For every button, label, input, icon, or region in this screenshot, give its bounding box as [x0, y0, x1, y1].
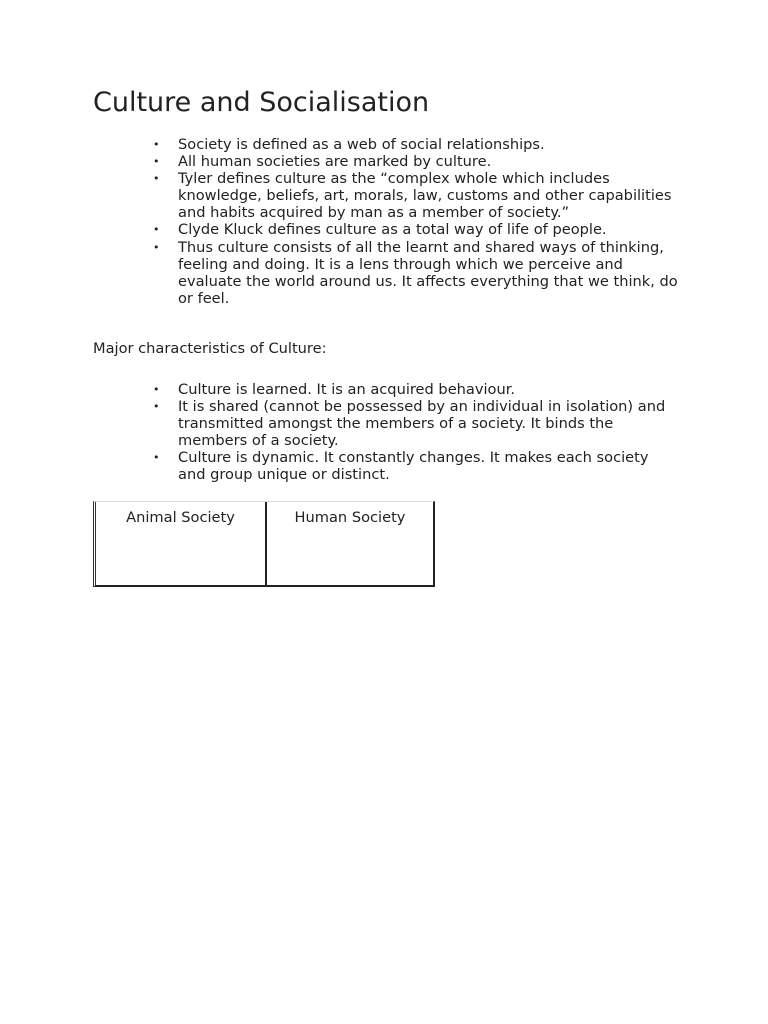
list-item — [153, 381, 678, 398]
table-header-label: Human Society — [294, 509, 406, 526]
list-item — [153, 238, 678, 307]
list-item-text: Thus culture consists of all the learnt and shared ways of thinking, feeling and doing. It is a lens through which we perceive and evaluate the world around us. It affects everything that we think, do or feel. — [178, 238, 678, 307]
list-item — [153, 449, 678, 484]
bullet-icon: • — [153, 223, 160, 237]
bullet-icon: • — [153, 451, 160, 465]
list-item-text: Clyde Kluck defines culture as a total way of life of people. — [178, 221, 607, 239]
page-title: Culture and Socialisation — [93, 87, 430, 118]
bullet-icon: • — [153, 400, 160, 414]
list-item-text: Tyler defines culture as the “complex whole which includes knowledge, beliefs, art, morals, law, customs and other capabilities and habits acquired by man as a member of society.” — [178, 170, 672, 222]
characteristics-bullet-list — [153, 381, 678, 484]
list-item-text: All human societies are marked by culture. — [178, 153, 492, 171]
bullet-icon: • — [153, 138, 160, 151]
table-header-label: Animal Society — [126, 509, 235, 526]
table-header-cell — [96, 502, 267, 586]
list-item-text: Culture is dynamic. It constantly changes. It makes each society and group unique or distinct. — [178, 449, 649, 484]
bullet-icon: • — [153, 383, 160, 396]
list-item-text: It is shared (cannot be possessed by an individual in isolation) and transmitted amongst the members of a society. It binds the members of a society. — [178, 398, 666, 450]
bullet-icon: • — [153, 172, 160, 186]
table-header-cell — [267, 502, 433, 586]
list-item — [153, 170, 678, 222]
list-item-text: Culture is learned. It is an acquired behaviour. — [178, 381, 516, 398]
bullet-icon: • — [153, 240, 160, 254]
characteristics-heading: Major characteristics of Culture: — [93, 340, 327, 357]
list-item-text: Society is defined as a web of social relationships. — [178, 136, 545, 153]
comparison-table — [93, 501, 435, 587]
list-item — [153, 398, 678, 450]
intro-bullet-list — [153, 136, 678, 307]
bullet-icon: • — [153, 155, 160, 169]
list-item — [153, 136, 678, 153]
list-item — [153, 221, 678, 239]
list-item — [153, 153, 678, 171]
